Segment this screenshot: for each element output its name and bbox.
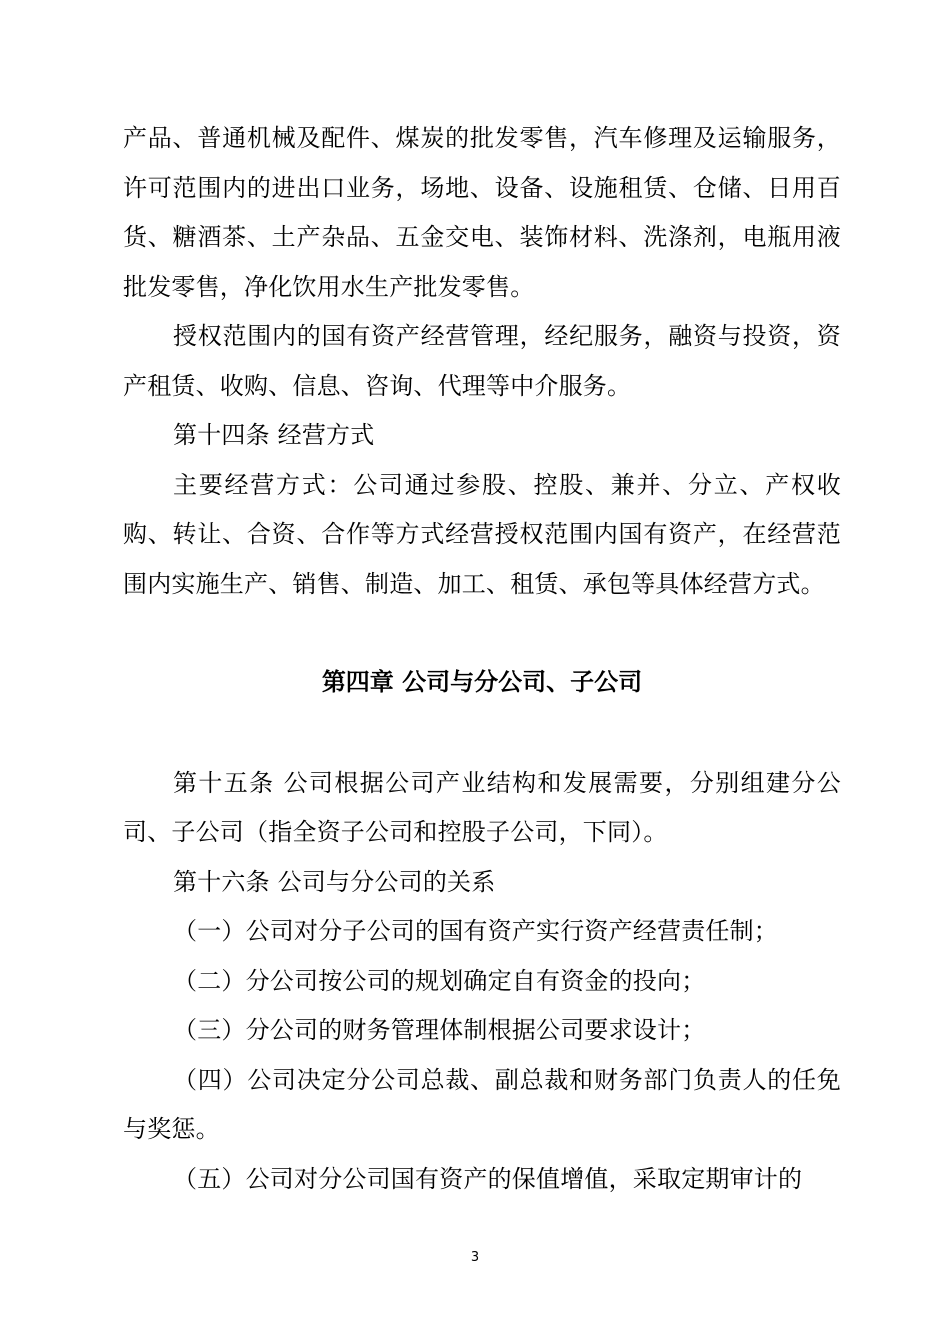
article-16-heading: 第十六条 公司与分公司的关系 bbox=[173, 867, 496, 896]
list-item-3: （三）分公司的财务管理体制根据公司要求设计； bbox=[173, 1016, 706, 1044]
list-item-5: （五）公司对分公司国有资产的保值增值，采取定期审计的 bbox=[173, 1164, 803, 1193]
article-14-heading: 第十四条 经营方式 bbox=[173, 421, 375, 449]
paragraph-authorized-scope: 授权范围内的国有资产经营管理，经纪服务，融资与投资，资产租赁、收购、信息、咨询、代理等中介服务。 bbox=[123, 322, 841, 400]
list-item-4: （四）公司决定分公司总裁、副总裁和财务部门负责人的任免与奖惩。 bbox=[123, 1065, 841, 1143]
article-15: 第十五条 公司根据公司产业结构和发展需要，分别组建分公司、子公司（指全资子公司和控股子公司，下同）。 bbox=[123, 768, 841, 846]
chapter-title: 第四章 公司与分公司、子公司 bbox=[321, 667, 643, 696]
paragraph-business-methods: 主要经营方式：公司通过参股、控股、兼并、分立、产权收购、转让、合资、合作等方式经营授权范围内国有资产，在经营范围内实施生产、销售、制造、加工、租赁、承包等具体经营方式。 bbox=[123, 470, 841, 598]
list-item-2: （二）分公司按公司的规划确定自有资金的投向； bbox=[173, 966, 706, 995]
list-item-1: （一）公司对分子公司的国有资产实行资产经营责任制； bbox=[173, 917, 778, 945]
document-body bbox=[123, 114, 841, 1204]
paragraph-business-scope-continued: 产品、普通机械及配件、煤炭的批发零售，汽车修理及运输服务，许可范围内的进出口业务，场地、设备、设施租赁、仓储、日用百货、糖酒茶、土产杂品、五金交电、装饰材料、洗涤剂，电瓶用液批发零售，净化饮用水生产批发零售。 bbox=[123, 124, 841, 301]
page-number: 3 bbox=[470, 1250, 480, 1265]
